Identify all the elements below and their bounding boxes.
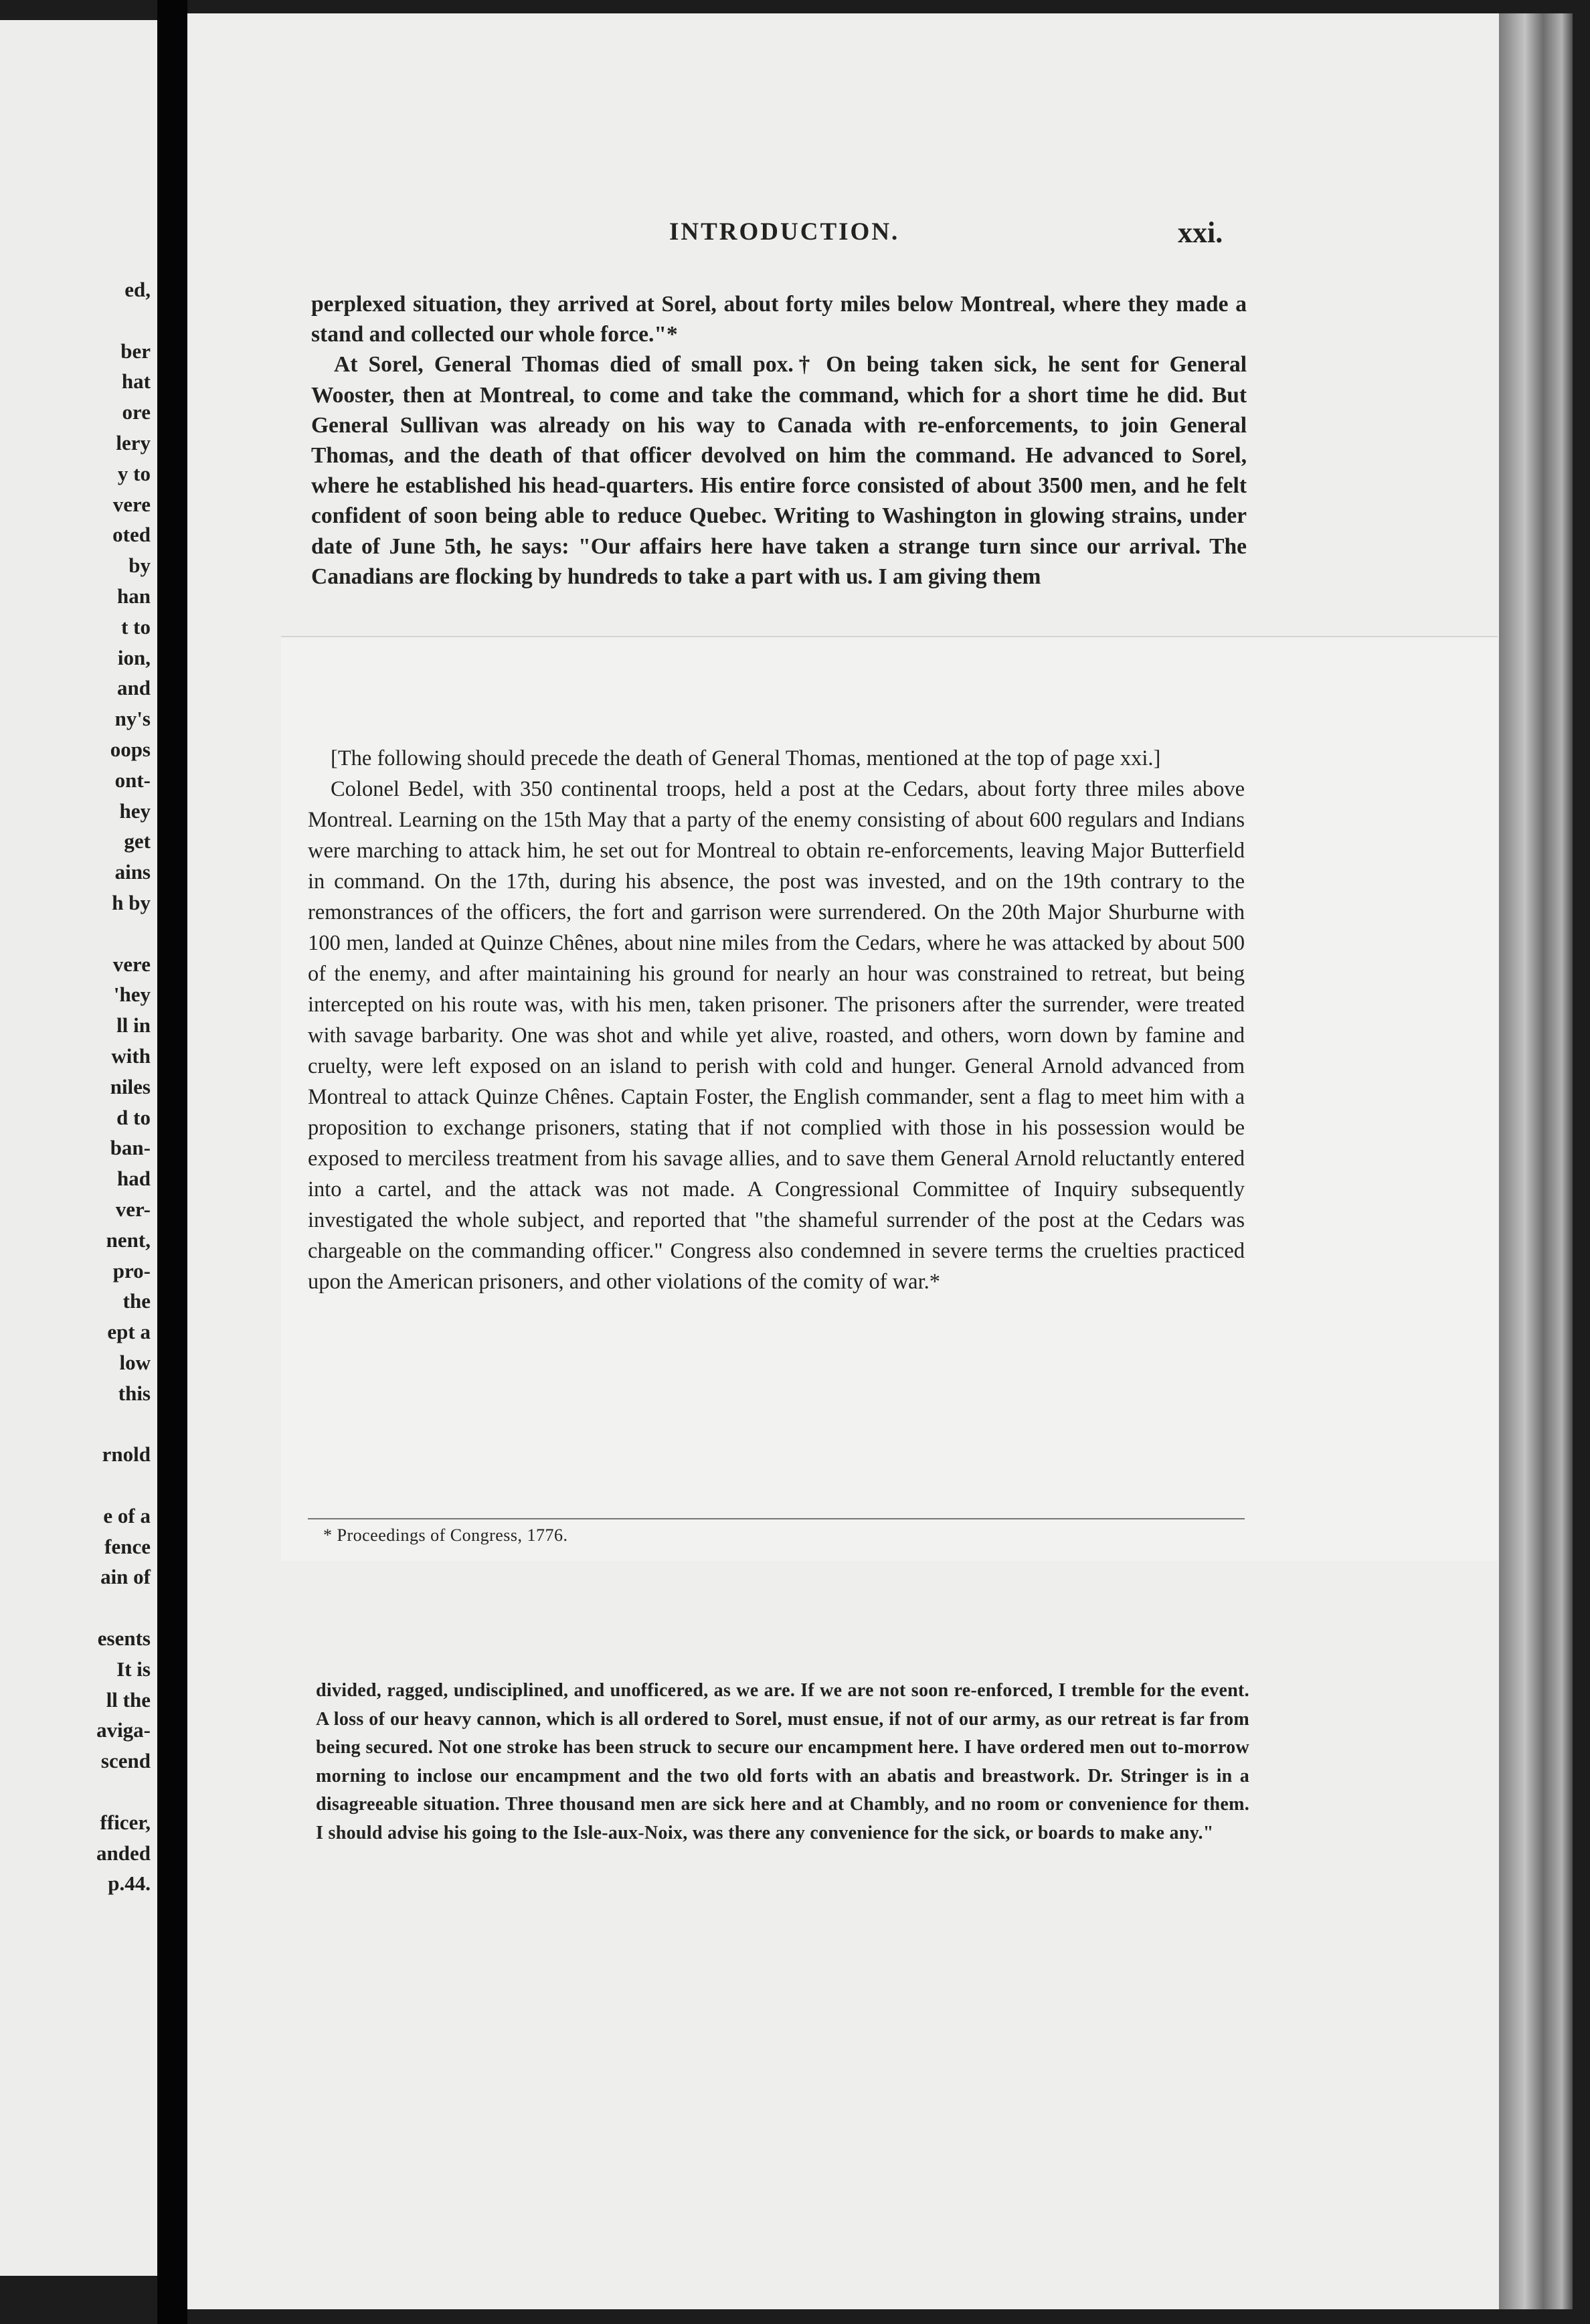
slip-text-block [308,743,1245,1297]
facing-page-line [96,305,151,336]
facing-page-line: esents [97,1627,151,1651]
facing-page-line: avigа- [96,1718,151,1742]
slip-body: Colonel Bedel, with 350 continental troops, held a post at the Cedars, about forty three miles above Montreal. Learning on the 15th May that a party of the enemy consisting of about 600 regulars and Indians were marching to attack him, he set out for Montreal to obtain re-enforcements, leaving Major Butterfield in command. On the 17th, during his absence, the post was invested, and on the 19th contrary to the remonstrances of the officers, the fort and garrison were surrendered. On the 20th Major Shurburne with 100 men, landed at Quinze Chênes, about nine miles from the Cedars, where he was attacked by about 500 of the enemy, and after maintaining his ground for nearly an hour was constrained to retreat, but being intercepted on his route was, with his men, taken prisoner. The prisoners after the surrender, were treated with savage barbarity. One was shot and while yet alive, roasted, and others, worn down by famine and cruelty, were left exposed on an island to perish with cold and hunger. General Arnold advanced from Montreal to attack Quinze Chênes. Captain Foster, the English commander, sent a flag to meet him with a proposition to exchange prisoners, stating that if not complied with those in his possession would be exposed to merciless treatment from his savage allies, and to save them General Arnold reluctantly entered into a cartel, and the attack was not made. A Congressional Committee of Inquiry subsequently investigated the whole subject, and reported that "the shameful surrender of the post at the Cedars was chargeable on the commanding officer." Congress also condemned in severe terms the cruelties practiced upon the American prisoners, and other violations of the comity of war.* [308,777,1245,1294]
facing-page-line: with [111,1044,151,1068]
facing-page-line: scend [100,1749,151,1773]
facing-page-text [96,274,151,1899]
facing-page-line: ains [114,860,151,884]
facing-page-line: It is [116,1657,151,1681]
facing-page-line: ber [120,339,151,363]
facing-page-line: vere [112,492,151,516]
facing-page-line: vere [112,952,151,976]
facing-page-line [96,1470,151,1501]
facing-page-line: ll the [106,1687,151,1712]
facing-page-line: nent, [106,1228,151,1252]
facing-page-line: the [122,1289,151,1313]
facing-page-line: ll in [116,1013,151,1038]
top-paragraph-2: At Sorel, General Thomas died of small pox.† On being taken sick, he sent for General Wooster, then at Montreal, to come and take the command, which for a short time he did. But General Sullivan was already on his way to Canada with re-enforcements, to join General Thomas, and the death of that officer devolved on him the command. He advanced to Sorel, where he established his head-quarters. His entire force consisted of about 3500 men, and he felt confident of soon being able to reduce Quebec. Writing to Washington in glowing strains, under date of June 5th, he says: "Our affairs here have taken a strange turn since our arrival. The Canadians are flocking by hundreds to take a part with us. I am giving them [311,352,1247,589]
bottom-text-block: divided, ragged, undisciplined, and unofficered, as we are. If we are not soon re-enforced, I tremble for the event. A loss of our heavy cannon, which is all ordered to Sorel, must ensue, if not of our army, as our retreat is far from being secured. Not one stroke has been struck to secure our encampment here. I have ordered men out to-morrow morning to inclose our encampment and the two old forts with an abatis and breastwork. Dr. Stringer is in a disagreeable situation. Three thousand men are sick here and at Chambly, and no room or convenience for them. I should advise his going to the Isle-aux-Noix, was there any convenience for the sick, or boards to make any." [316,1680,1249,1843]
facing-page-line: rnold [102,1442,151,1467]
facing-page-line: ont- [114,768,151,792]
facing-page-line [96,1776,151,1807]
facing-page-line: ept a [107,1320,151,1344]
top-paragraph-1: perplexed situation, they arrived at Sorel, about forty miles below Montreal, where they made a stand and collected our whole force."* [311,292,1247,347]
facing-page-line: ain of [100,1565,151,1589]
facing-page-line: by [128,554,151,578]
facing-page-line: e of a [103,1503,151,1527]
facing-page-line: lery [116,430,151,454]
facing-page-line: ore [122,400,151,424]
facing-page-line: this [118,1381,151,1405]
footnote-rule [308,1518,1245,1519]
facing-page-line: fence [104,1534,151,1558]
facing-page-line: low [119,1350,151,1374]
facing-page-line: oted [112,523,151,547]
facing-page-line: had [117,1167,151,1191]
facing-page-line: y to [117,461,151,485]
page-number: xxi. [1178,216,1223,249]
facing-page-line: anded [96,1841,151,1865]
facing-page-line: and [117,676,151,700]
top-text-block [311,289,1247,592]
facing-page-line: fficer, [100,1810,151,1834]
facing-page-line: 'hey [113,983,151,1007]
facing-page-line: ban- [110,1136,151,1160]
facing-page-line: hey [119,799,151,823]
facing-page-line: get [124,829,151,853]
book-gutter [157,0,187,2324]
facing-page-line: p.44. [108,1872,151,1896]
facing-page-line: ny's [114,707,151,731]
page-stack-edge [1499,13,1573,2309]
facing-page-line: h by [112,890,151,914]
facing-page-line: ion, [117,645,151,669]
facing-page-line: ed, [124,278,151,301]
facing-page-line: t to [121,614,151,639]
facing-page-line [96,1592,151,1623]
facing-page-line: d to [116,1105,151,1129]
running-header: INTRODUCTION. [669,218,900,246]
facing-page-line: han [117,584,151,608]
facing-page-line [96,1408,151,1439]
facing-page-line: niles [110,1074,151,1098]
facing-page-line: pro- [112,1258,151,1282]
footnote: * Proceedings of Congress, 1776. [323,1525,568,1545]
facing-page-line: oops [110,737,151,761]
slip-intro: [The following should precede the death of General Thomas, mentioned at the top of page xxi.] [331,746,1161,770]
facing-page-line [96,918,151,949]
facing-page-line: ver- [115,1197,151,1221]
facing-page-line: hat [121,369,151,394]
facing-page-edge [0,20,157,2276]
